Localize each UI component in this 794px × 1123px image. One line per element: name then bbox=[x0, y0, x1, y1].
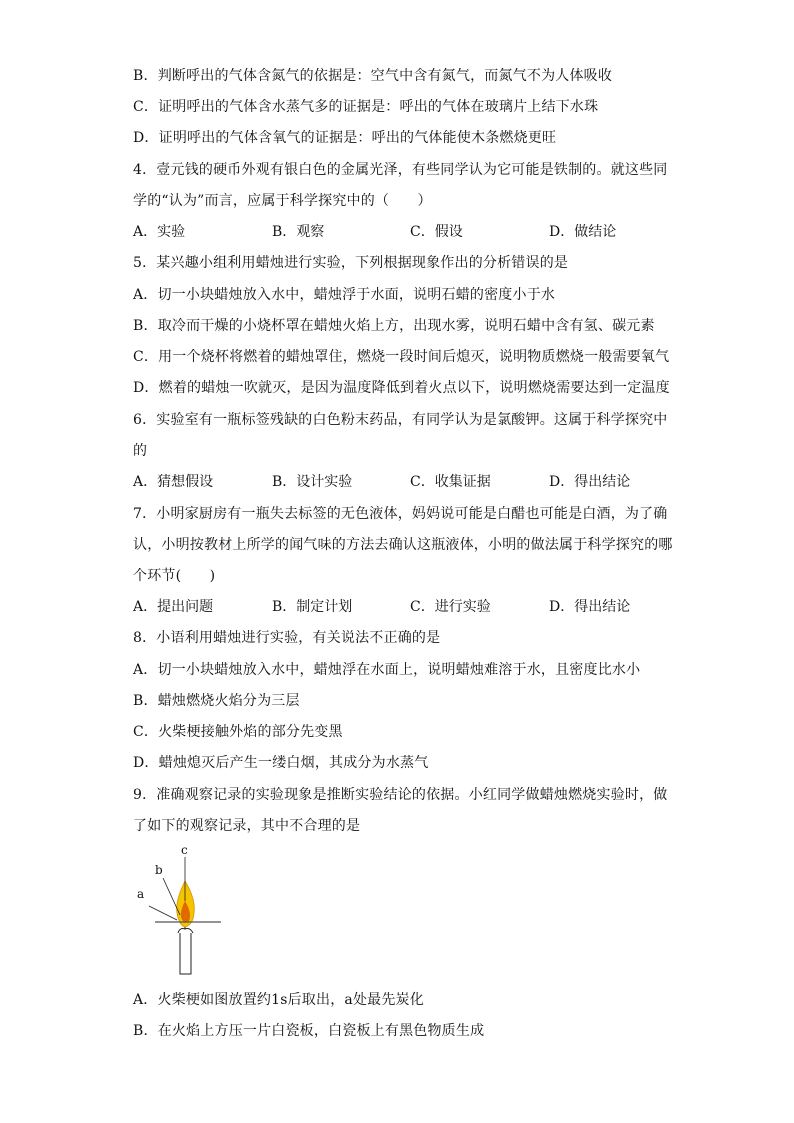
option-a: A．实验 bbox=[133, 224, 186, 240]
question-4-stem-1: 4．壹元钱的硬币外观有银白色的金属光泽，有些同学认为它可能是铁制的。就这些同 bbox=[133, 162, 668, 178]
question-5-option-b: B．取冷而干燥的小烧杯罩在蜡烛火焰上方，出现水雾，说明石蜡中含有氢、碳元素 bbox=[133, 318, 655, 334]
option-b: B．设计实验 bbox=[272, 474, 353, 490]
question-7-stem-1: 7．小明家厨房有一瓶失去标签的无色液体，妈妈说可能是白醋也可能是白酒，为了确 bbox=[133, 506, 668, 522]
question-9-option-a: A．火柴梗如图放置约1s后取出，a处最先炭化 bbox=[133, 992, 424, 1008]
option-a: A．猜想假设 bbox=[133, 474, 214, 490]
question-9-stem-2: 了如下的观察记录，其中不合理的是 bbox=[133, 818, 361, 834]
line-q3-c: C．证明呼出的气体含水蒸气多的证据是：呼出的气体在玻璃片上结下水珠 bbox=[133, 99, 599, 115]
question-7-stem-2: 认，小明按教材上所学的闻气味的方法去确认这瓶液体，小明的做法属于科学探究的哪 bbox=[133, 537, 673, 553]
question-9-option-b: B．在火焰上方压一片白瓷板，白瓷板上有黑色物质生成 bbox=[133, 1023, 485, 1039]
candle-flame-diagram bbox=[133, 843, 223, 978]
line-q3-b: B．判断呼出的气体含氮气的依据是：空气中含有氮气，而氮气不为人体吸收 bbox=[133, 68, 613, 84]
option-d: D．得出结论 bbox=[549, 599, 631, 615]
option-b: B．制定计划 bbox=[272, 599, 353, 615]
label-a: a bbox=[137, 887, 145, 901]
option-c: C．收集证据 bbox=[410, 474, 491, 490]
question-8-option-c: C．火柴梗接触外焰的部分先变黑 bbox=[133, 724, 343, 740]
label-b: b bbox=[155, 863, 163, 877]
question-8-stem: 8．小语利用蜡烛进行实验，有关说法不正确的是 bbox=[133, 630, 441, 646]
line-q3-d: D．证明呼出的气体含氧气的证据是：呼出的气体能使木条燃烧更旺 bbox=[133, 130, 557, 146]
option-c: C．进行实验 bbox=[410, 599, 491, 615]
option-b: B．观察 bbox=[272, 224, 325, 240]
question-6-stem-1: 6．实验室有一瓶标签残缺的白色粉末药品，有同学认为是氯酸钾。这属于科学探究中 bbox=[133, 412, 668, 428]
question-8-option-b: B．蜡烛燃烧火焰分为三层 bbox=[133, 693, 300, 709]
option-d: D．得出结论 bbox=[549, 474, 631, 490]
question-8-option-d: D．蜡烛熄灭后产生一缕白烟，其成分为水蒸气 bbox=[133, 755, 429, 771]
question-6-stem-2: 的 bbox=[133, 443, 148, 459]
pointer-b bbox=[163, 878, 180, 915]
question-5-stem: 5．某兴趣小组利用蜡烛进行实验，下列根据现象作出的分析错误的是 bbox=[133, 255, 569, 271]
pointer-a bbox=[149, 906, 177, 920]
question-5-option-a: A．切一小块蜡烛放入水中，蜡烛浮于水面，说明石蜡的密度小于水 bbox=[133, 287, 556, 303]
question-8-option-a: A．切一小块蜡烛放入水中，蜡烛浮在水面上，说明蜡烛难溶于水，且密度比水小 bbox=[133, 662, 641, 678]
question-9-stem-1: 9．准确观察记录的实验现象是推断实验结论的依据。小红同学做蜡烛燃烧实验时，做 bbox=[133, 787, 668, 803]
candle-wax-drip bbox=[178, 929, 193, 934]
option-a: A．提出问题 bbox=[133, 599, 214, 615]
option-d: D．做结论 bbox=[549, 224, 617, 240]
question-5-option-d: D．燃着的蜡烛一吹就灭，是因为温度降低到着火点以下，说明燃烧需要达到一定温度 bbox=[133, 380, 670, 396]
question-7-stem-3: 个环节( ) bbox=[133, 568, 216, 584]
candle-body bbox=[180, 931, 191, 974]
candle-flame-figure bbox=[133, 843, 223, 978]
option-c: C．假设 bbox=[410, 224, 463, 240]
question-5-option-c: C．用一个烧杯将燃着的蜡烛罩住，燃烧一段时间后熄灭，说明物质燃烧一般需要氧气 bbox=[133, 349, 670, 365]
label-c: c bbox=[181, 843, 188, 857]
question-4-stem-2: 学的“认为”而言，应属于科学探究中的（ ） bbox=[133, 193, 432, 209]
